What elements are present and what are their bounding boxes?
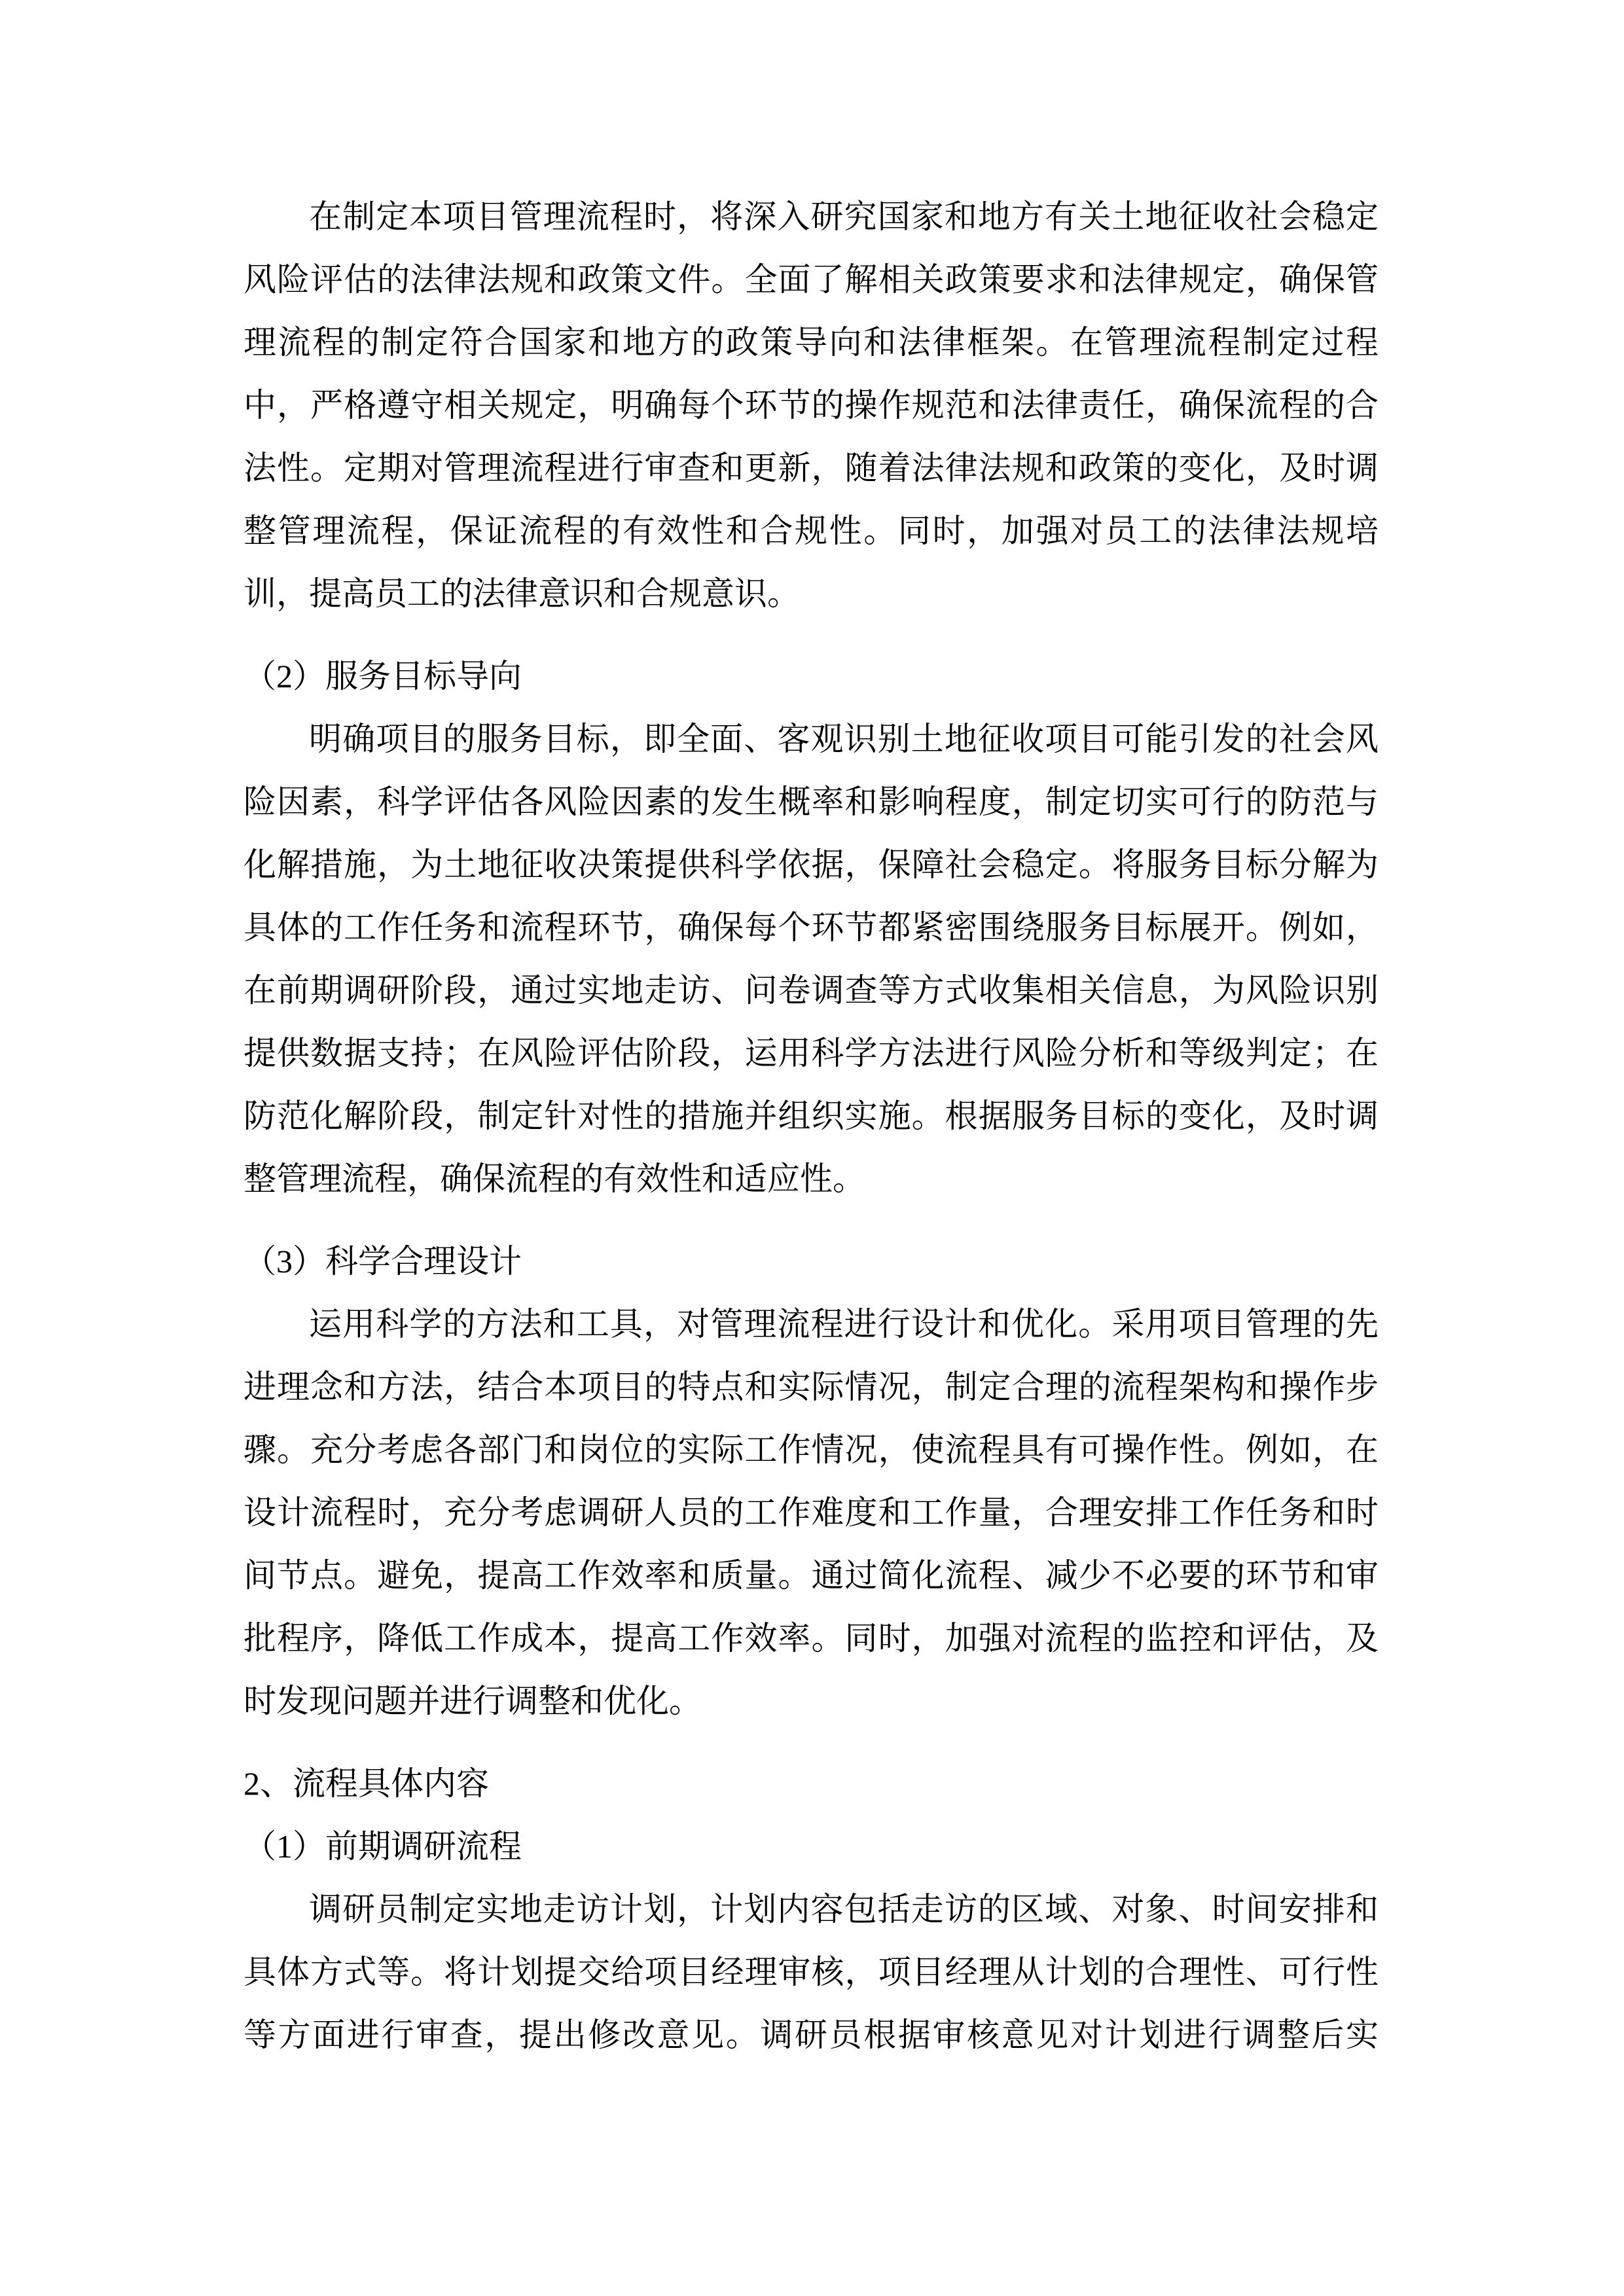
text-line: 运用科学的方法和工具，对管理流程进行设计和优化。采用项目管理的先 <box>309 1306 1379 1342</box>
text-line: （2）服务目标导向 <box>244 658 522 694</box>
heading <box>244 1815 1379 1878</box>
text-line: 设计流程时，充分考虑调研人员的工作难度和工作量，合理安排工作任务和时 <box>244 1494 1379 1531</box>
text-line: 在制定本项目管理流程时，将深入研究国家和地方有关土地征收社会稳定 <box>309 198 1379 235</box>
heading <box>244 645 1379 708</box>
text-line: 调研员制定实地走访计划，计划内容包括走访的区域、对象、时间安排和 <box>309 1891 1379 1928</box>
text-line: 进理念和方法，结合本项目的特点和实际情况，制定合理的流程架构和操作步 <box>244 1369 1379 1405</box>
text-line: 间节点。避免，提高工作效率和质量。通过简化流程、减少不必要的环节和审 <box>244 1557 1379 1594</box>
text-line: 具体方式等。将计划提交给项目经理审核，项目经理从计划的合理性、可行性 <box>244 1954 1379 1990</box>
text-line: 批程序，降低工作成本，提高工作效率。同时，加强对流程的监控和评估，及 <box>244 1620 1379 1657</box>
text-line: 整管理流程，保证流程的有效性和合规性。同时，加强对员工的法律法规培 <box>244 512 1379 549</box>
text-line: 具体的工作任务和流程环节，确保每个环节都紧密围绕服务目标展开。例如， <box>244 909 1379 946</box>
text-line: 险因素，科学评估各风险因素的发生概率和影响程度，制定切实可行的防范与 <box>244 783 1379 820</box>
document-body <box>244 185 1379 2086</box>
paragraph <box>244 1878 1379 2066</box>
text-line: 法性。定期对管理流程进行审查和更新，随着法律法规和政策的变化，及时调 <box>244 450 1379 486</box>
paragraph <box>244 708 1379 1210</box>
heading <box>244 1230 1379 1293</box>
text-line: 理流程的制定符合国家和地方的政策导向和法律框架。在管理流程制定过程 <box>244 324 1379 361</box>
text-line: 等方面进行审查，提出修改意见。调研员根据审核意见对计划进行调整后实 <box>244 2017 1379 2053</box>
text-line: （3）科学合理设计 <box>244 1243 522 1280</box>
text-line: 防范化解阶段，制定针对性的措施并组织实施。根据服务目标的变化，及时调 <box>244 1098 1379 1134</box>
text-line: 2、流程具体内容 <box>244 1765 489 1802</box>
text-line: 骤。充分考虑各部门和岗位的实际工作情况，使流程具有可操作性。例如，在 <box>244 1431 1379 1468</box>
text-line: 提供数据支持；在风险评估阶段，运用科学方法进行风险分析和等级判定；在 <box>244 1035 1379 1071</box>
text-line: （1）前期调研流程 <box>244 1828 522 1865</box>
text-line: 中，严格遵守相关规定，明确每个环节的操作规范和法律责任，确保流程的合 <box>244 387 1379 423</box>
text-line: 化解措施，为土地征收决策提供科学依据，保障社会稳定。将服务目标分解为 <box>244 846 1379 883</box>
text-line: 风险评估的法律法规和政策文件。全面了解相关政策要求和法律规定，确保管 <box>244 261 1379 298</box>
paragraph <box>244 185 1379 625</box>
paragraph <box>244 1293 1379 1732</box>
text-line: 整管理流程，确保流程的有效性和适应性。 <box>244 1160 865 1197</box>
text-line: 在前期调研阶段，通过实地走访、问卷调查等方式收集相关信息，为风险识别 <box>244 972 1379 1009</box>
text-line: 明确项目的服务目标，即全面、客观识别土地征收项目可能引发的社会风 <box>309 721 1379 757</box>
text-line: 训，提高员工的法律意识和合规意识。 <box>244 575 800 612</box>
heading <box>244 1752 1379 1815</box>
text-line: 时发现问题并进行调整和优化。 <box>244 1683 702 1719</box>
